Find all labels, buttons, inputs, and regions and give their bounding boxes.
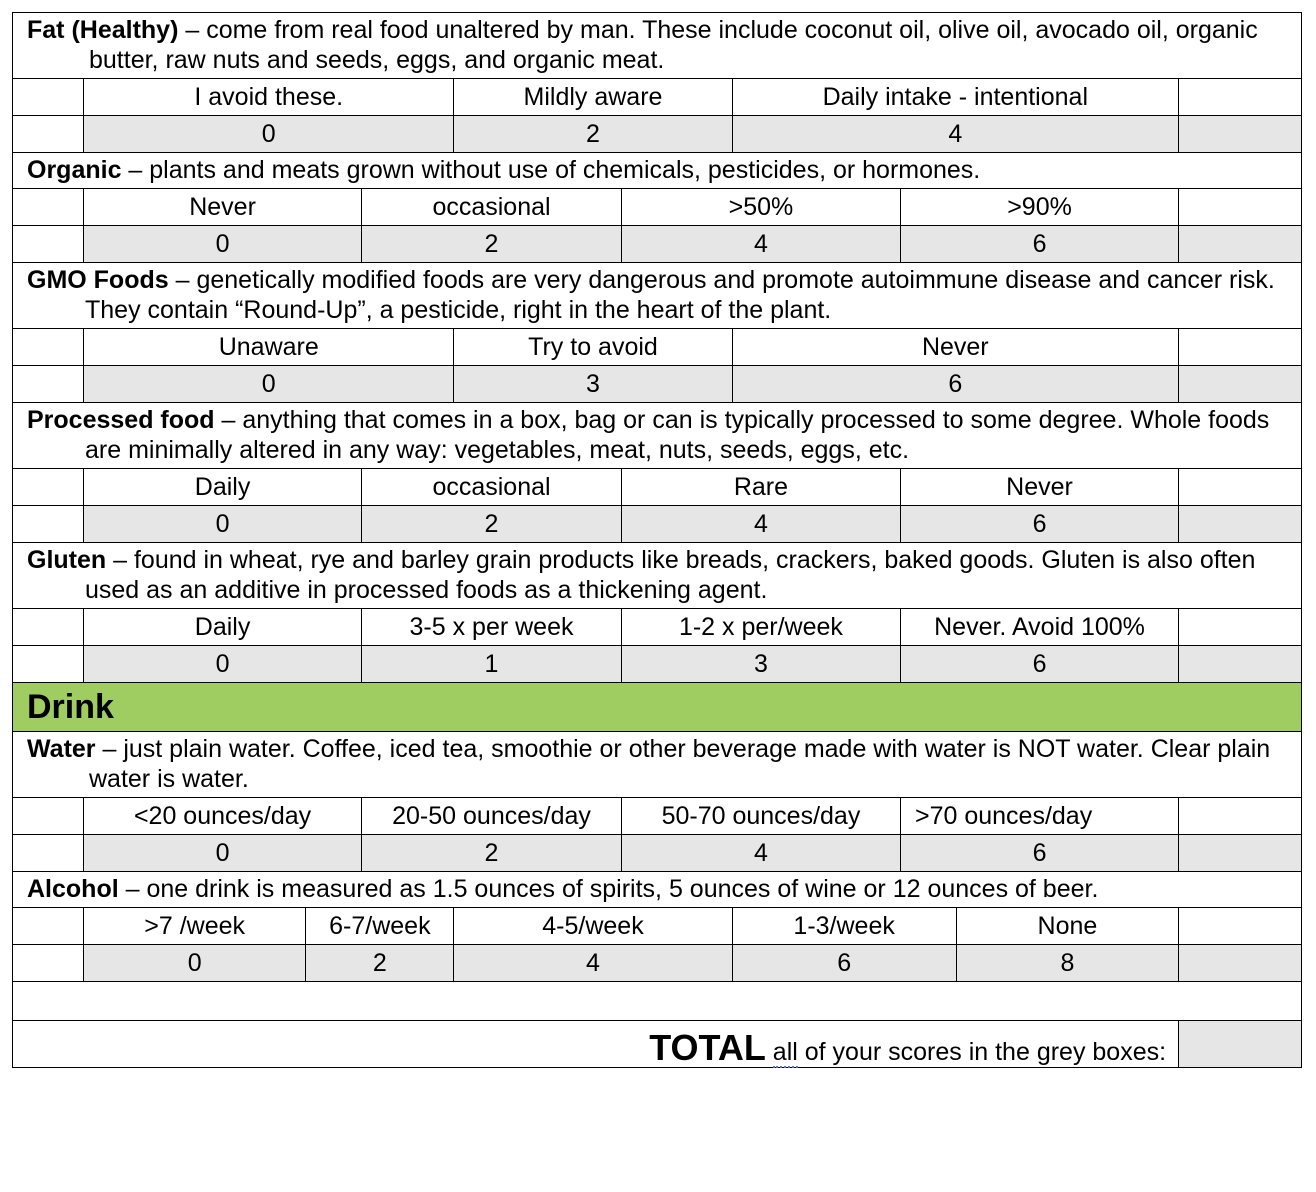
gluten-option: Daily xyxy=(84,609,362,646)
fat-score-box[interactable] xyxy=(1179,116,1302,153)
organic-option: >90% xyxy=(900,189,1178,226)
alcohol-title: Alcohol xyxy=(27,875,119,903)
total-row xyxy=(13,1021,1302,1068)
water-title: Water xyxy=(27,735,96,763)
processed-description-row xyxy=(13,403,1302,469)
fat-text: – come from real food unaltered by man. These include coconut oil, olive oil, avocado oil, organic butter, raw nuts and seeds, eggs, and organic meat. xyxy=(89,16,1258,74)
fat-option: Daily intake - intentional xyxy=(732,79,1179,116)
organic-scores-row xyxy=(13,226,1302,263)
fat-options-row xyxy=(13,79,1302,116)
organic-score: 6 xyxy=(900,226,1178,263)
scoring-sheet xyxy=(12,12,1302,1068)
alcohol-text: – one drink is measured as 1.5 ounces of spirits, 5 ounces of wine or 12 ounces of beer. xyxy=(118,875,1099,903)
total-rest: of your scores in the grey boxes: xyxy=(797,1038,1167,1066)
processed-text: – anything that comes in a box, bag or can is typically processed to some degree. Whole foods are minimally altered in any way: vegetables, meat, nuts, seeds, eggs, etc. xyxy=(85,406,1270,464)
water-option: 50-70 ounces/day xyxy=(621,798,900,835)
gluten-option: 1-2 x per/week xyxy=(621,609,900,646)
fat-option: I avoid these. xyxy=(84,79,454,116)
processed-title: Processed food xyxy=(27,406,215,434)
alcohol-option: 6-7/week xyxy=(306,908,454,945)
gluten-options-row xyxy=(13,609,1302,646)
gmo-score: 0 xyxy=(84,366,454,403)
organic-text: – plants and meats grown without use of chemicals, pesticides, or hormones. xyxy=(121,156,981,184)
water-options-row xyxy=(13,798,1302,835)
organic-option: Never xyxy=(84,189,362,226)
water-score: 0 xyxy=(84,835,362,872)
alcohol-option: >7 /week xyxy=(84,908,306,945)
total-score-box[interactable] xyxy=(1179,1021,1302,1068)
water-score: 2 xyxy=(362,835,622,872)
water-text: – just plain water. Coffee, iced tea, smoothie or other beverage made with water is NOT water. Clear plain water is water. xyxy=(89,735,1271,793)
alcohol-options-row xyxy=(13,908,1302,945)
gluten-score-box[interactable] xyxy=(1179,646,1302,683)
total-all-word: all xyxy=(772,1038,798,1066)
fat-description-row xyxy=(13,13,1302,79)
organic-options-row xyxy=(13,189,1302,226)
gmo-options-row xyxy=(13,329,1302,366)
gluten-text: – found in wheat, rye and barley grain products like breads, crackers, baked goods. Gluten is also often used as an additive in processed foods as a thickening agent. xyxy=(85,546,1256,604)
spacer-row xyxy=(13,982,1302,1021)
processed-score: 0 xyxy=(84,506,362,543)
processed-option: Never xyxy=(900,469,1178,506)
alcohol-score: 8 xyxy=(956,945,1178,982)
gmo-scores-row xyxy=(13,366,1302,403)
alcohol-score: 2 xyxy=(306,945,454,982)
gluten-description-row xyxy=(13,543,1302,609)
alcohol-option: None xyxy=(956,908,1178,945)
processed-options-row xyxy=(13,469,1302,506)
gmo-option: Never xyxy=(732,329,1179,366)
gluten-option: Never. Avoid 100% xyxy=(900,609,1178,646)
gmo-option: Unaware xyxy=(84,329,454,366)
alcohol-score: 4 xyxy=(454,945,732,982)
gluten-option: 3-5 x per week xyxy=(362,609,622,646)
organic-score: 2 xyxy=(362,226,622,263)
gluten-title: Gluten xyxy=(27,546,107,574)
gluten-score: 6 xyxy=(900,646,1178,683)
processed-scores-row xyxy=(13,506,1302,543)
gluten-score: 1 xyxy=(362,646,622,683)
gmo-description-row xyxy=(13,263,1302,329)
fat-title: Fat (Healthy) xyxy=(27,16,179,44)
fat-score: 0 xyxy=(84,116,454,153)
organic-score: 0 xyxy=(84,226,362,263)
processed-score: 2 xyxy=(362,506,622,543)
organic-option: >50% xyxy=(621,189,900,226)
water-option: >70 ounces/day xyxy=(900,798,1178,835)
organic-description-row xyxy=(13,153,1302,189)
scoring-table xyxy=(12,12,1302,1068)
processed-score-box[interactable] xyxy=(1179,506,1302,543)
alcohol-description-row xyxy=(13,872,1302,908)
alcohol-scores-row xyxy=(13,945,1302,982)
fat-score: 2 xyxy=(454,116,732,153)
drink-heading: Drink xyxy=(13,683,1302,732)
processed-option: occasional xyxy=(362,469,622,506)
total-word: TOTAL xyxy=(649,1027,766,1068)
water-description-row xyxy=(13,732,1302,798)
organic-score: 4 xyxy=(621,226,900,263)
fat-score: 4 xyxy=(732,116,1179,153)
organic-score-box[interactable] xyxy=(1179,226,1302,263)
gmo-text: – genetically modified foods are very dangerous and promote autoimmune disease and cancer risk. They contain “Round-Up”, a pesticide, right in the heart of the plant. xyxy=(85,266,1275,324)
processed-score: 4 xyxy=(621,506,900,543)
water-option: 20-50 ounces/day xyxy=(362,798,622,835)
gluten-scores-row xyxy=(13,646,1302,683)
gmo-title: GMO Foods xyxy=(27,266,169,294)
water-score: 6 xyxy=(900,835,1178,872)
water-score: 4 xyxy=(621,835,900,872)
alcohol-option: 4-5/week xyxy=(454,908,732,945)
fat-scores-row xyxy=(13,116,1302,153)
total-label xyxy=(13,1021,1179,1068)
gmo-option: Try to avoid xyxy=(454,329,732,366)
gmo-score: 3 xyxy=(454,366,732,403)
drink-heading-row xyxy=(13,683,1302,732)
organic-title: Organic xyxy=(27,156,122,184)
water-score-box[interactable] xyxy=(1179,835,1302,872)
alcohol-score-box[interactable] xyxy=(1179,945,1302,982)
gmo-score-box[interactable] xyxy=(1179,366,1302,403)
processed-score: 6 xyxy=(900,506,1178,543)
gmo-score: 6 xyxy=(732,366,1179,403)
water-option: <20 ounces/day xyxy=(84,798,362,835)
fat-option: Mildly aware xyxy=(454,79,732,116)
organic-option: occasional xyxy=(362,189,622,226)
alcohol-option: 1-3/week xyxy=(732,908,956,945)
gluten-score: 0 xyxy=(84,646,362,683)
water-scores-row xyxy=(13,835,1302,872)
processed-option: Rare xyxy=(621,469,900,506)
processed-option: Daily xyxy=(84,469,362,506)
alcohol-score: 6 xyxy=(732,945,956,982)
gluten-score: 3 xyxy=(621,646,900,683)
alcohol-score: 0 xyxy=(84,945,306,982)
